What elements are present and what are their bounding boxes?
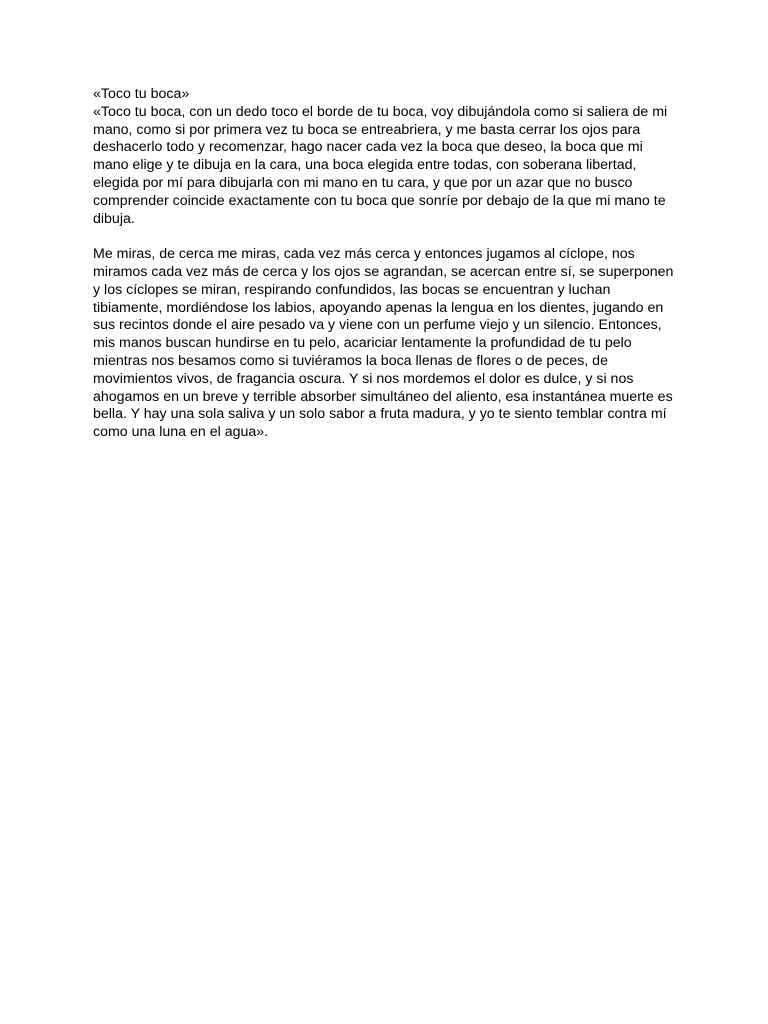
paragraph-1: «Toco tu boca, con un dedo toco el borde de tu boca, voy dibujándola como si saliera de mi mano, como si por primera vez tu boca se entreabriera, y me basta cerrar los ojos para deshacerlo todo y recomenzar, hago nacer cada vez la boca que deseo, la boca que mi mano elige y te dibuja en la cara, una boca elegida entre todas, con soberana libertad, elegida por mí para dibujarla con mi mano en tu cara, y que por un azar que no busco comprender coincide exactamente con tu boca que sonríe por debajo de la que mi mano te dibuja. (93, 103, 668, 227)
paragraph-2: Me miras, de cerca me miras, cada vez más cerca y entonces jugamos al cíclope, nos miramos cada vez más de cerca y los ojos se agrandan, se acercan entre sí, se superponen y los cíclopes se miran, respirando confundidos, las bocas se encuentran y luchan tibiamente, mordiéndose los labios, apoyando apenas la lengua en los dientes, jugando en sus recintos donde el aire pesado va y viene con un perfume viejo y un silencio. Entonces, mis manos buscan hundirse en tu pelo, acariciar lentamente la profundidad de tu pelo mientras nos besamos como si tuviéramos la boca llenas de flores o de peces, de movimientos vivos, de fragancia oscura. Y si nos mordemos el dolor es dulce, y si nos ahogamos en un breve y terrible absorber simultáneo del aliento, esa instantánea muerte es bella. Y hay una sola saliva y un solo sabor a fruta madura, y yo te siento temblar contra mí como una luna en el agua». (93, 246, 674, 441)
document-title: «Toco tu boca» (93, 86, 190, 102)
document-body (93, 86, 681, 442)
